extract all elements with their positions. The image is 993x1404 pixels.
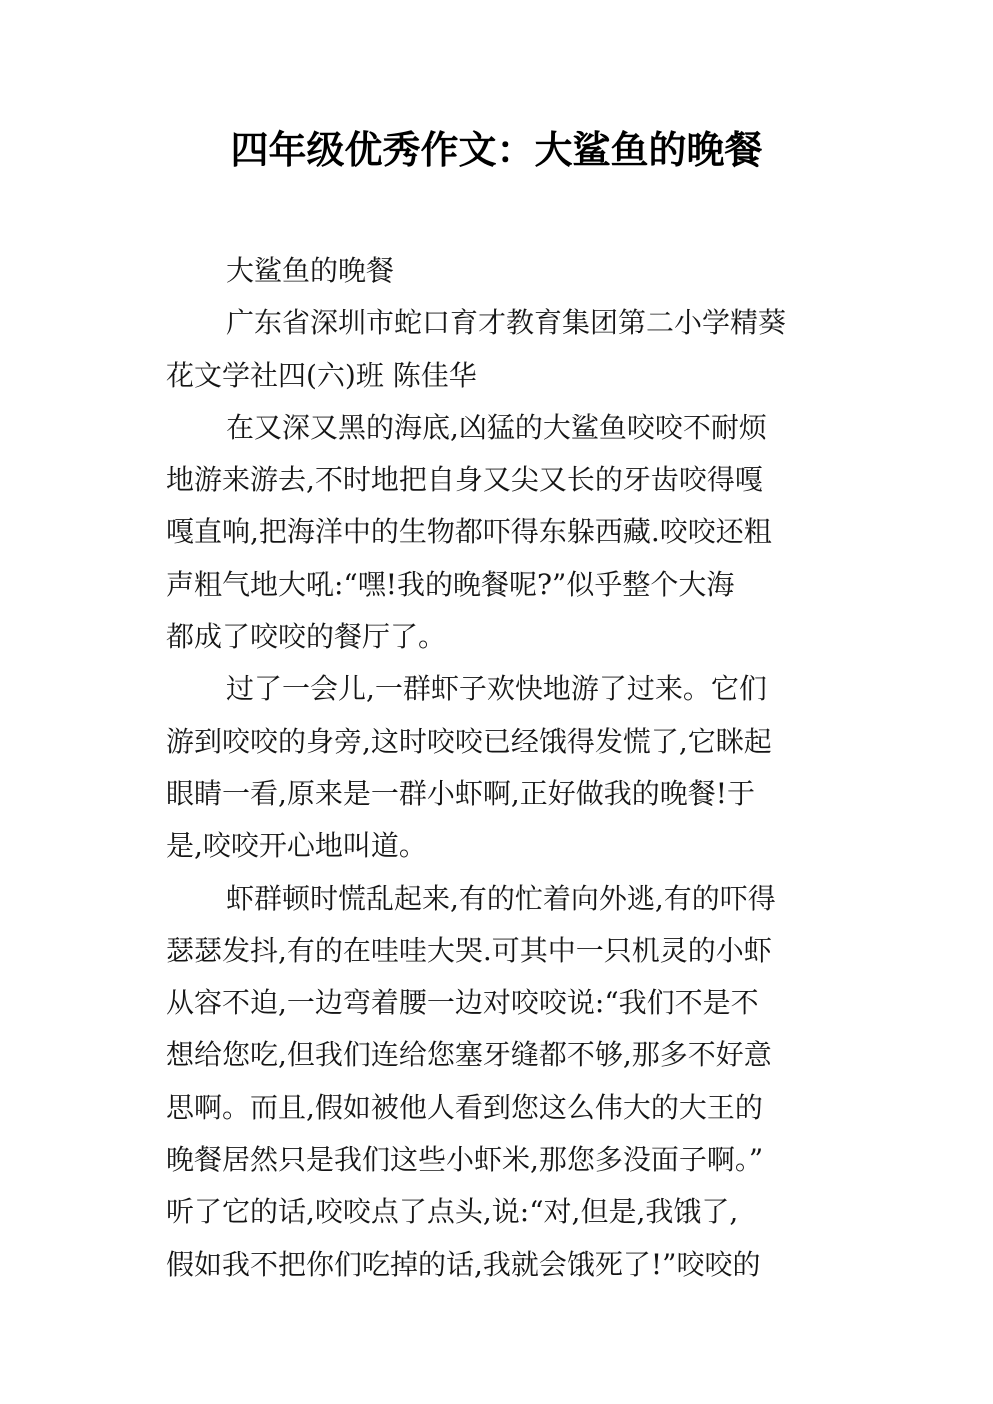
paragraph-2-line: 是,咬咬开心地叫道。 xyxy=(166,829,427,863)
paragraph-1-line: 声粗气地大吼:“嘿!我的晚餐呢?”似乎整个大海 xyxy=(166,567,735,601)
paragraph-3-line: 想给您吃,但我们连给您塞牙缝都不够,那多不好意 xyxy=(166,1038,772,1072)
paragraph-3-line: 晚餐居然只是我们这些小虾米,那您多没面子啊。” xyxy=(166,1143,764,1177)
paragraph-1-line: 地游来游去,不时地把自身又尖又长的牙齿咬得嘎 xyxy=(166,463,763,497)
document-body xyxy=(166,245,836,1291)
paragraph-3-line: 假如我不把你们吃掉的话,我就会饿死了!”咬咬的 xyxy=(166,1247,761,1281)
paragraph-2-line: 游到咬咬的身旁,这时咬咬已经饿得发慌了,它眯起 xyxy=(166,724,772,758)
essay-heading: 大鲨鱼的晚餐 xyxy=(226,254,395,287)
paragraph-1-line: 在又深又黑的海底,凶猛的大鲨鱼咬咬不耐烦 xyxy=(226,410,767,444)
document-title: 四年级优秀作文：大鲨鱼的晚餐 xyxy=(230,128,763,172)
paragraph-1-line: 嘎直响,把海洋中的生物都吓得东躲西藏.咬咬还粗 xyxy=(166,515,772,549)
author-line-1: 广东省深圳市蛇口育才教育集团第二小学精葵 xyxy=(226,306,787,340)
paragraph-3-line: 从容不迫,一边弯着腰一边对咬咬说:“我们不是不 xyxy=(166,986,759,1020)
paragraph-3-line: 思啊。而且,假如被他人看到您这么伟大的大王的 xyxy=(166,1090,763,1124)
paragraph-2-line: 过了一会儿,一群虾子欢快地游了过来。它们 xyxy=(226,672,767,706)
paragraph-3-line: 听了它的话,咬咬点了点头,说:“对,但是,我饿了, xyxy=(166,1195,739,1229)
paragraph-3-line: 瑟瑟发抖,有的在哇哇大哭.可其中一只机灵的小虾 xyxy=(166,933,772,967)
paragraph-1-line: 都成了咬咬的餐厅了。 xyxy=(166,620,447,654)
author-line-2: 花文学社四(六)班 陈佳华 xyxy=(166,358,477,392)
paragraph-3-line: 虾群顿时慌乱起来,有的忙着向外逃,有的吓得 xyxy=(226,881,776,915)
paragraph-2-line: 眼睛一看,原来是一群小虾啊,正好做我的晚餐!于 xyxy=(166,776,756,810)
